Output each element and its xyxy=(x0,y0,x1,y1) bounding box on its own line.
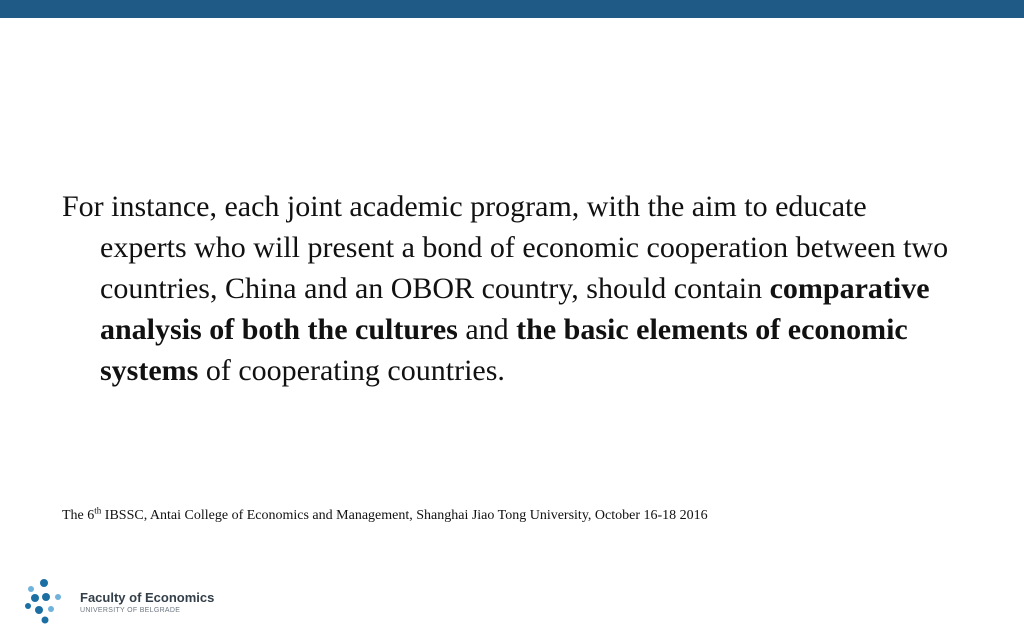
logo-title: Faculty of Economics xyxy=(80,590,215,605)
logo-subtitle: UNIVERSITY OF BELGRADE xyxy=(80,607,181,614)
body-text-1: For instance, each joint academic program, with the aim to educate experts who will present a bond of economic cooperation between two countries, China and an OBOR country, should contain xyxy=(62,190,949,305)
top-bar xyxy=(0,0,1024,18)
footer-sup: th xyxy=(94,505,102,516)
faculty-logo xyxy=(24,576,244,626)
faculty-logo-icon xyxy=(24,576,74,626)
footer-pre: The 6 xyxy=(62,508,95,523)
body-bold-1: comparative analysis of both the cultures xyxy=(100,272,930,346)
conference-footer xyxy=(62,505,962,524)
body-paragraph xyxy=(62,186,950,391)
footer-post: IBSSC, Antai College of Economics and Management, Shanghai Jiao Tong University, October 16-18 2016 xyxy=(101,508,708,523)
body-bold-2: the basic elements of economic systems xyxy=(100,313,908,387)
body-text-3: of cooperating countries. xyxy=(198,354,505,387)
body-text-2: and xyxy=(457,313,517,346)
